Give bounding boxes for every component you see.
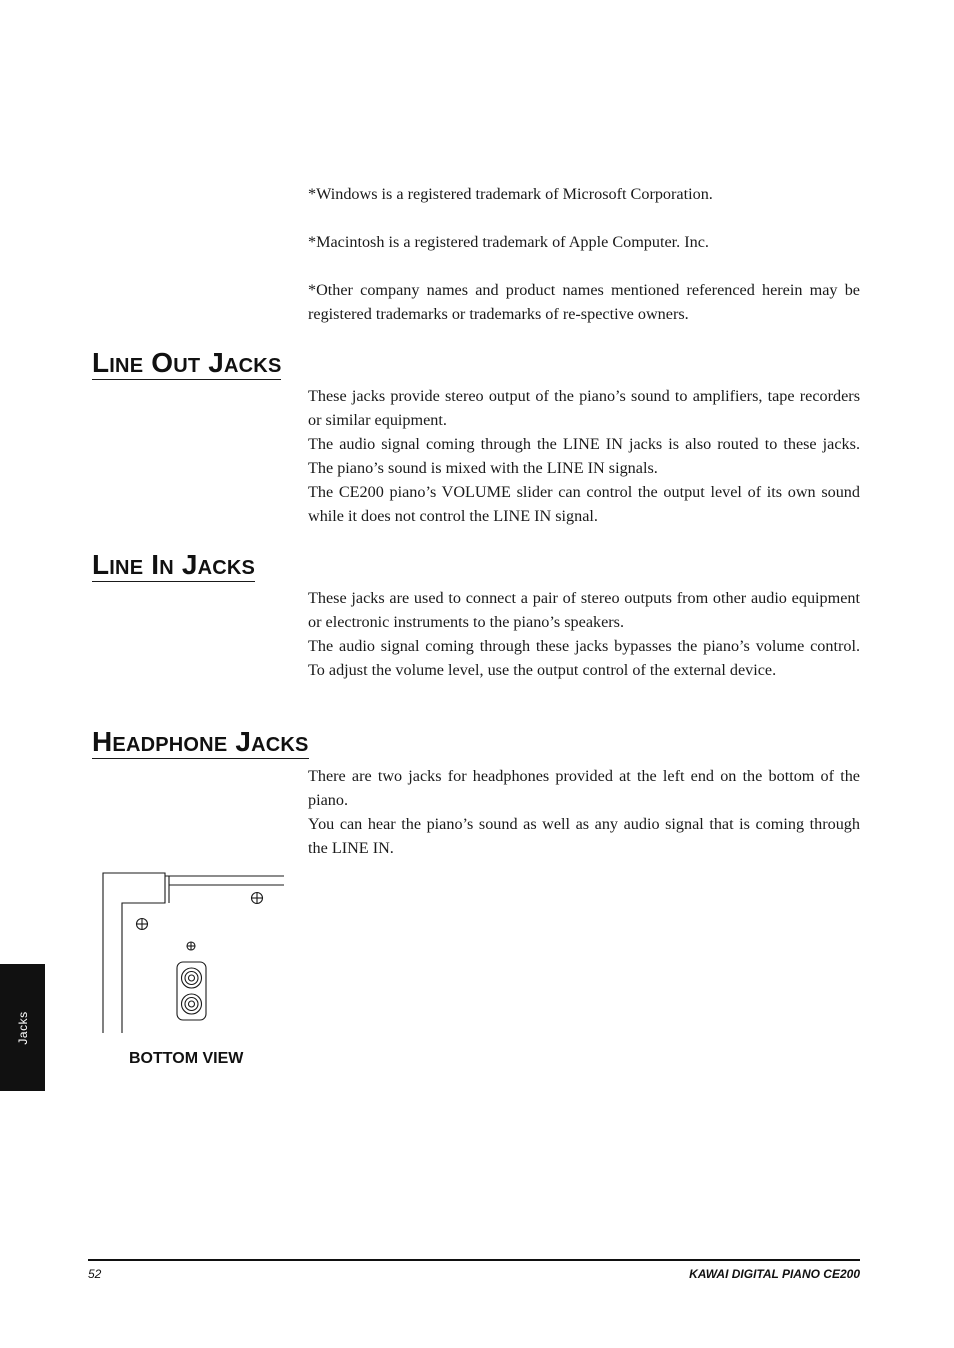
paragraph: You can hear the piano’s sound as well as any audio signal that is coming through the LINE IN.	[308, 815, 860, 857]
figure-caption: BOTTOM VIEW	[129, 1050, 244, 1067]
screw-icon	[137, 919, 148, 930]
footer-title: KAWAI DIGITAL PIANO CE200	[689, 1267, 860, 1281]
trademark-note-windows: *Windows is a registered trademark of Microsoft Corporation.	[308, 185, 713, 203]
section-headphone-body	[308, 764, 860, 860]
section-side-tab	[0, 964, 45, 1091]
heading-line-in-jacks: Line In Jacks	[92, 549, 256, 580]
paragraph: These jacks are used to connect a pair of stereo outputs from other audio equipment or electronic instruments to the piano’s speakers.	[308, 589, 860, 631]
paragraph: The audio signal coming through these jacks bypasses the piano’s volume control. To adjust the volume level, use the output control of the external device.	[308, 637, 860, 679]
paragraph: The audio signal coming through the LINE IN jacks is also routed to these jacks. The piano’s sound is mixed with the LINE IN signals.	[308, 435, 860, 477]
heading-line-out-jacks: Line Out Jacks	[92, 347, 282, 378]
trademark-note-other: *Other company names and product names mentioned referenced herein may be registered trademarks or trademarks of re-spective owners.	[308, 281, 860, 323]
headphone-jack-icon	[182, 994, 202, 1014]
trademark-notes	[308, 182, 860, 326]
footer-rule	[88, 1259, 860, 1261]
heading-headphone-jacks: Headphone Jacks	[92, 726, 309, 757]
section-line-out-body	[308, 384, 860, 528]
paragraph: There are two jacks for headphones provided at the left end on the bottom of the piano.	[308, 767, 860, 809]
screw-icon	[252, 893, 263, 904]
headphone-jack-plate	[177, 962, 206, 1020]
side-tab-label: Jacks	[15, 1010, 30, 1045]
bottom-view-diagram	[100, 870, 290, 1038]
screw-icon	[187, 942, 195, 950]
page-number: 52	[88, 1267, 102, 1281]
headphone-jack-icon	[182, 968, 202, 988]
section-line-in-body	[308, 586, 860, 682]
paragraph: These jacks provide stereo output of the piano’s sound to amplifiers, tape recorders or similar equipment.	[308, 387, 860, 429]
trademark-note-macintosh: *Macintosh is a registered trademark of Apple Computer. Inc.	[308, 233, 709, 251]
paragraph: The CE200 piano’s VOLUME slider can control the output level of its own sound while it does not control the LINE IN signal.	[308, 483, 860, 525]
